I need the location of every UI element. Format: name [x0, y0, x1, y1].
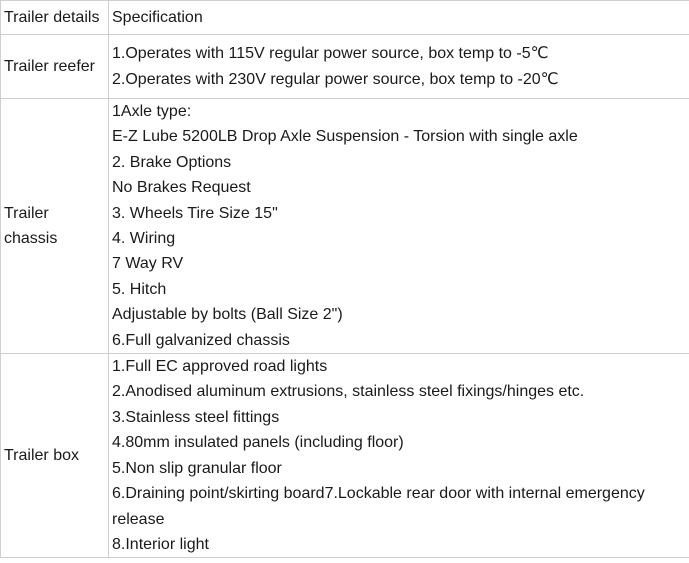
spec-line: 8.Interior light: [112, 535, 209, 553]
spec-line: 6.Full galvanized chassis: [112, 331, 290, 349]
spec-line: 3.Stainless steel fittings: [112, 408, 280, 426]
spec-line: No Brakes Request: [112, 179, 251, 197]
spec-line: 2.Anodised aluminum extrusions, stainless steel fixings/hinges etc.: [112, 383, 585, 401]
spec-line: 1Axle type:: [112, 103, 192, 120]
row-label-line: Trailer: [4, 204, 49, 222]
row-label-trailer-chassis: [1, 99, 109, 354]
spec-line: 2.Operates with 230V regular power source, box temp to -20℃: [112, 70, 559, 88]
spec-line: 5.Non slip granular floor: [112, 459, 282, 477]
table-header-row: [1, 1, 689, 35]
table-row-trailer-chassis: [1, 99, 689, 354]
header-trailer-details: Trailer details: [1, 1, 109, 35]
spec-line: 1.Operates with 115V regular power source, box temp to -5℃: [112, 45, 549, 63]
spec-line: 7 Way RV: [112, 255, 184, 273]
spec-line: 5. Hitch: [112, 280, 167, 298]
row-label-trailer-reefer: Trailer reefer: [1, 35, 109, 99]
spec-cell-trailer-reefer: [109, 35, 689, 99]
header-specification: Specification: [109, 1, 689, 35]
spec-line: 1.Full EC approved road lights: [112, 358, 328, 376]
row-label-line: chassis: [4, 230, 58, 248]
spec-cell-trailer-chassis: [109, 99, 689, 354]
spec-line: 3. Wheels Tire Size 15": [112, 204, 278, 222]
row-label-trailer-box: Trailer box: [1, 354, 109, 558]
spec-line: E-Z Lube 5200LB Drop Axle Suspension - Torsion with single axle: [112, 128, 578, 146]
spec-line: 4. Wiring: [112, 230, 176, 248]
table-row-trailer-box: [1, 354, 689, 558]
table-row-trailer-reefer: [1, 35, 689, 99]
spec-cell-trailer-box: [109, 354, 689, 558]
spec-line: Adjustable by bolts (Ball Size 2"): [112, 306, 343, 324]
spec-line: 6.Draining point/skirting board7.Lockable rear door with internal emergency release: [112, 485, 645, 528]
spec-line: 2. Brake Options: [112, 153, 232, 171]
spec-line: 4.80mm insulated panels (including floor): [112, 434, 404, 452]
